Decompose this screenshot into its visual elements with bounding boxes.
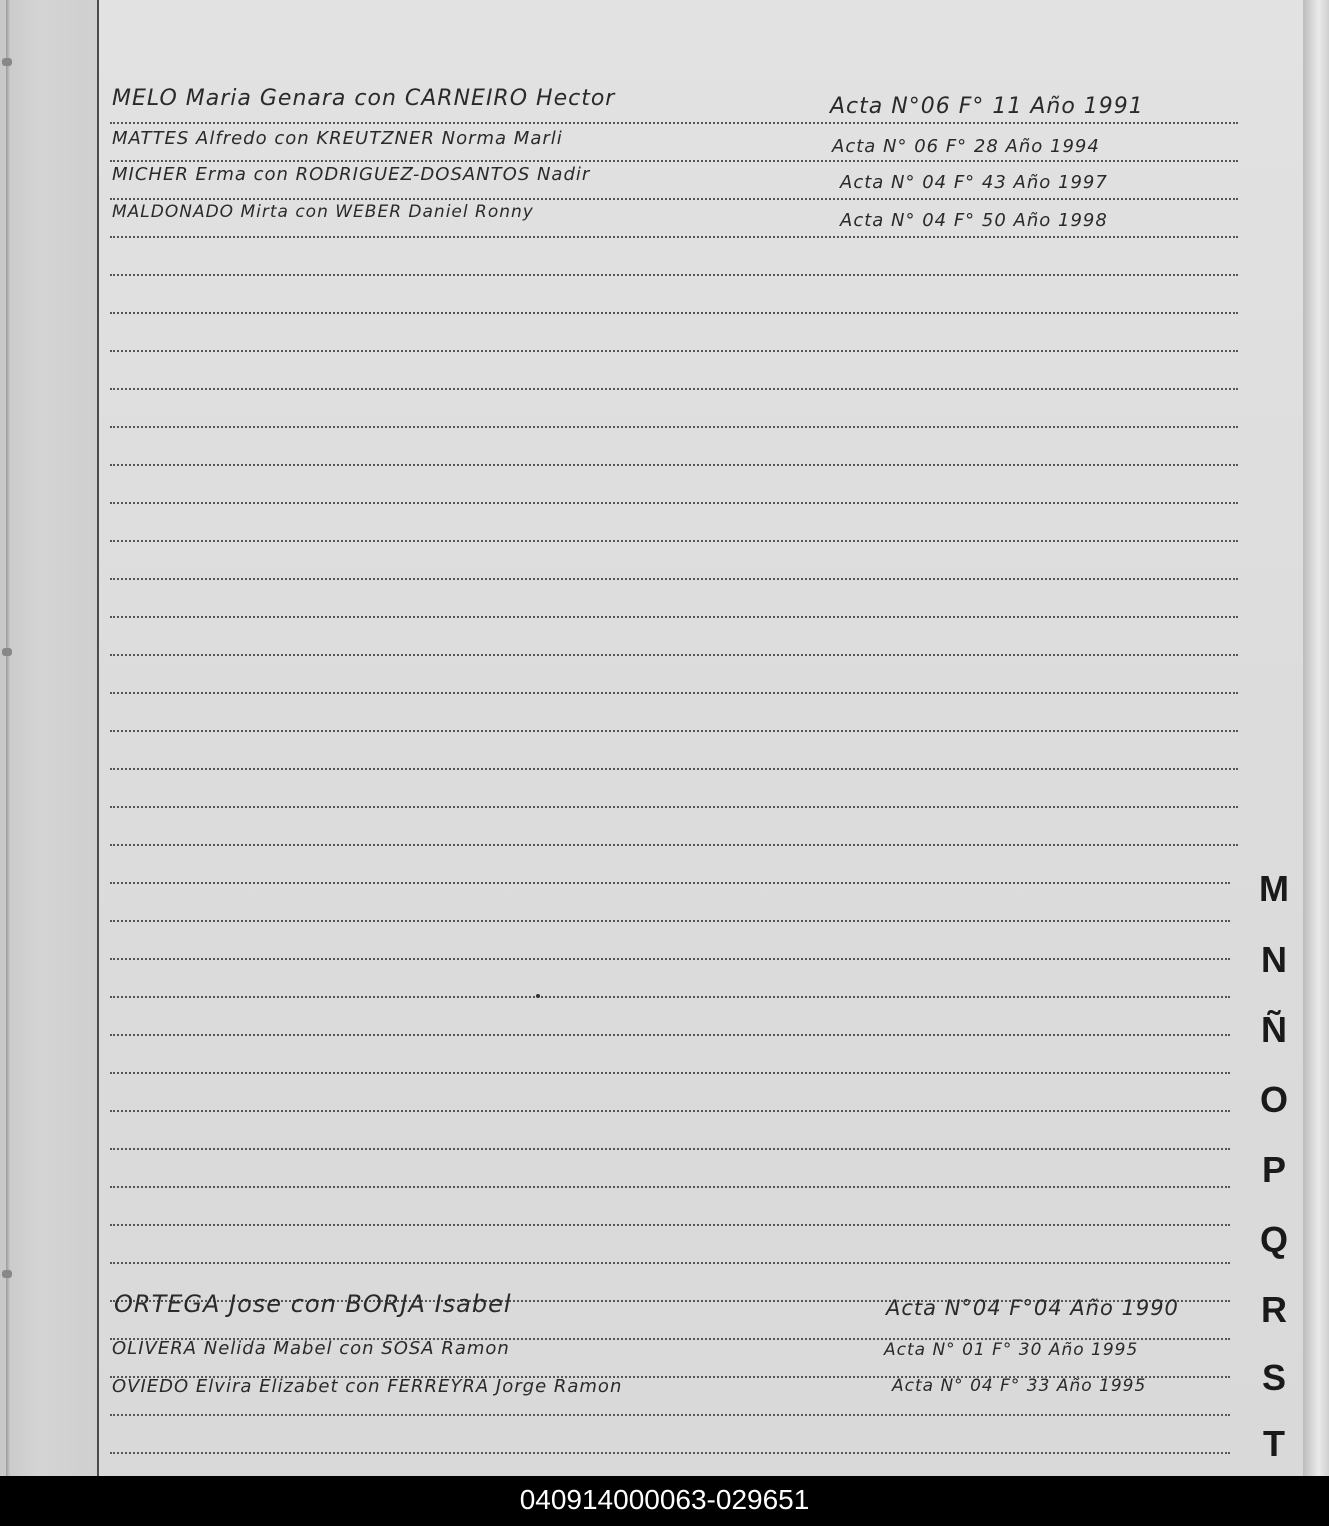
binder-strip (0, 0, 97, 1476)
ruled-line (110, 654, 1238, 656)
entry-name: ORTEGA Jose con BORJA Isabel (114, 1290, 512, 1318)
ruled-line (110, 616, 1238, 618)
entry-acta: Acta N°06 F° 11 Año 1991 (830, 94, 1144, 119)
ruled-line (110, 1452, 1230, 1454)
ruled-line (110, 768, 1238, 770)
ruled-line (110, 464, 1238, 466)
ruled-line (110, 236, 1238, 238)
ruled-line (110, 502, 1238, 504)
ruled-line (110, 1034, 1230, 1036)
ruled-line (110, 1186, 1230, 1188)
entry-name: OLIVERA Nelida Mabel con SOSA Ramon (112, 1338, 510, 1359)
ruled-line (110, 1262, 1230, 1264)
index-tab-n[interactable]: N (1261, 939, 1287, 980)
ruled-line (110, 844, 1238, 846)
ruled-line (110, 1148, 1230, 1150)
index-tab-n-tilde[interactable]: Ñ (1261, 1009, 1287, 1050)
entry-name: MELO Maria Genara con CARNEIRO Hector (112, 86, 616, 111)
binder-ring (2, 648, 12, 656)
ruled-line (110, 806, 1238, 808)
ruled-line (110, 388, 1238, 390)
entry-name: MALDONADO Mirta con WEBER Daniel Ronny (112, 202, 534, 222)
index-tab-r[interactable]: R (1261, 1289, 1287, 1330)
ruled-line (110, 1414, 1230, 1416)
index-tab-q[interactable]: Q (1259, 1219, 1288, 1260)
ruled-line (110, 958, 1230, 960)
binder-ring (2, 58, 12, 66)
index-tab-t[interactable]: T (1263, 1423, 1285, 1464)
ink-speck (536, 994, 540, 998)
entry-acta: Acta N° 04 F° 50 Año 1998 (840, 210, 1108, 231)
index-tab-m[interactable]: M (1259, 868, 1289, 909)
ruled-line (110, 350, 1238, 352)
ruled-line (110, 198, 1238, 200)
footer-bar (0, 1476, 1329, 1526)
ruled-line (110, 578, 1238, 580)
ruled-line (110, 920, 1230, 922)
ruled-line (110, 426, 1238, 428)
entry-name: MATTES Alfredo con KREUTZNER Norma Marli (112, 128, 563, 149)
binder-fold (6, 0, 10, 1476)
page-right-edge (1303, 0, 1329, 1476)
document-code: 040914000063-029651 (519, 1484, 810, 1515)
ruled-line (110, 882, 1230, 884)
entry-acta: Acta N°04 F°04 Año 1990 (886, 1296, 1179, 1320)
ruled-line (110, 1110, 1230, 1112)
entry-acta: Acta N° 04 F° 43 Año 1997 (840, 172, 1108, 193)
ruled-line (110, 312, 1238, 314)
entry-acta: Acta N° 04 F° 33 Año 1995 (892, 1376, 1147, 1396)
entry-name: OVIEDO Elvira Elizabet con FERREYRA Jorge Ramon (112, 1376, 623, 1397)
ruled-line (110, 122, 1238, 124)
ruled-line (110, 160, 1238, 162)
entry-acta: Acta N° 06 F° 28 Año 1994 (832, 136, 1100, 157)
ruled-line (110, 1224, 1230, 1226)
index-tab-o[interactable]: O (1259, 1079, 1288, 1120)
entry-name: MICHER Erma con RODRIGUEZ-DOSANTOS Nadir (112, 164, 591, 185)
ruled-line (110, 1072, 1230, 1074)
ruled-line (110, 540, 1238, 542)
alphabet-index-tabs (1246, 866, 1302, 1476)
ruled-line (110, 692, 1238, 694)
entry-acta: Acta N° 01 F° 30 Año 1995 (884, 1340, 1139, 1360)
index-tab-p[interactable]: P (1261, 1149, 1286, 1190)
index-tab-s[interactable]: S (1261, 1357, 1286, 1398)
ruled-line (110, 730, 1238, 732)
ruled-line (110, 274, 1238, 276)
binder-ring (2, 1270, 12, 1278)
ruled-line (110, 996, 1230, 998)
